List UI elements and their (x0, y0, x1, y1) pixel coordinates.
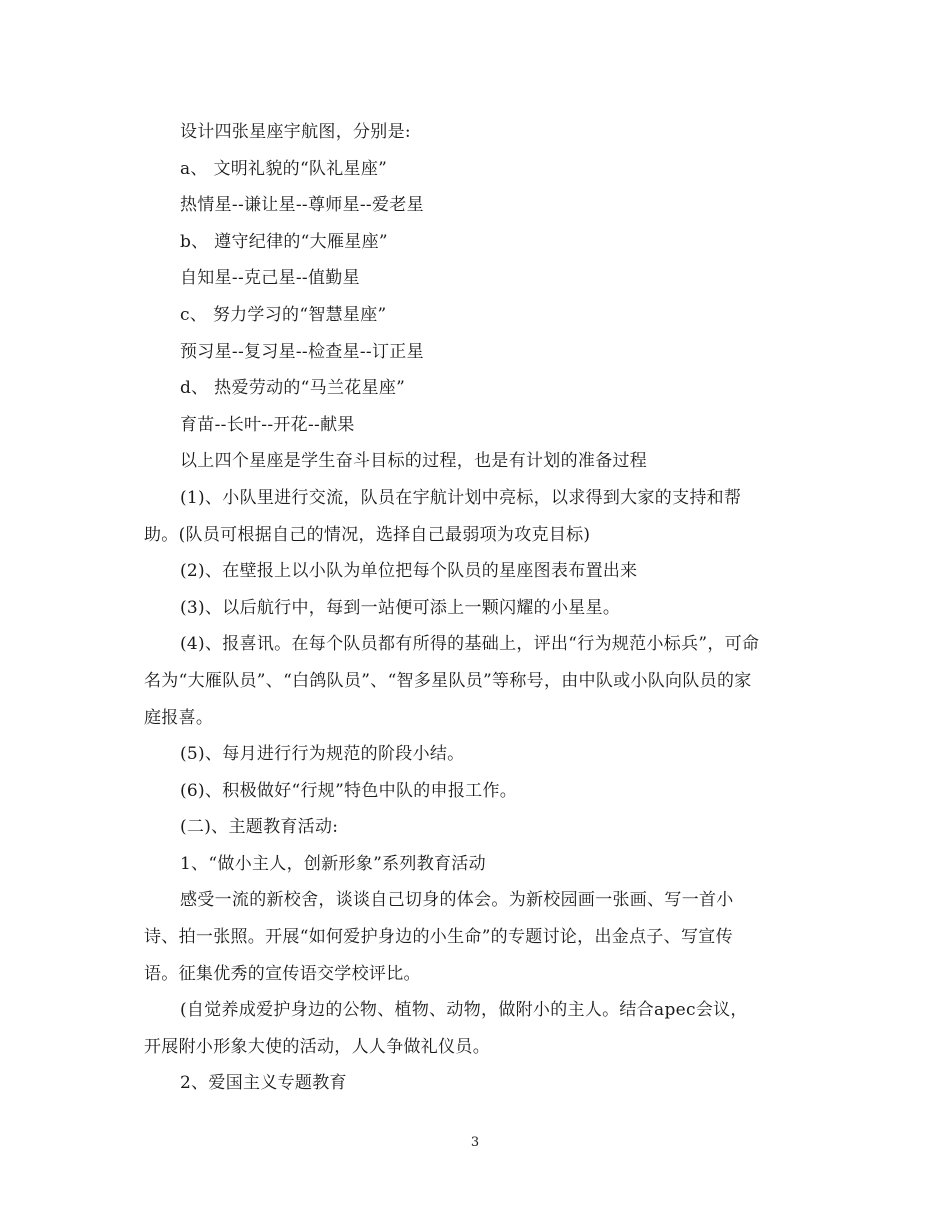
text-line: 预习星--复习星--检查星--订正星 (180, 341, 424, 362)
text-line: (6)、积极做好“行规”特色中队的申报工作。 (180, 780, 518, 801)
text-line: 1、“做小主人，创新形象”系列教育活动 (180, 853, 486, 874)
text-line: 开展附小形象大使的活动，人人争做礼仪员。 (144, 1036, 490, 1057)
text-line: a、 文明礼貌的“队礼星座” (180, 158, 388, 179)
text-line: 设计四张星座宇航图，分别是: (180, 122, 411, 142)
text-line: (5)、每月进行行为规范的阶段小结。 (180, 744, 465, 765)
text-line: 庭报喜。 (144, 707, 214, 728)
text-line: c、 努力学习的“智慧星座” (180, 304, 387, 325)
text-line: 热情星--谦让星--尊师星--爱老星 (180, 195, 424, 216)
text-line: (二)、主题教育活动: (180, 817, 339, 838)
text-line: 名为“大雁队员”、“白鸽队员”、“智多星队员”等称号，由中队或小队向队员的家 (144, 670, 752, 691)
text-line: d、 热爱劳动的“马兰花星座” (180, 378, 406, 399)
text-line: 语。征集优秀的宣传语交学校评比。 (144, 963, 421, 984)
text-line: b、 遵守纪律的“大雁星座” (180, 231, 388, 252)
text-line: 2、爱国主义专题教育 (180, 1073, 347, 1094)
text-line: 感受一流的新校舍，谈谈自己切身的体会。为新校园画一张画、写一首小 (180, 890, 734, 911)
text-line: (自觉养成爱护身边的公物、植物、动物，做附小的主人。结合apec会议， (180, 1000, 748, 1021)
text-line: (3)、以后航行中，每到一站便可添上一颗闪耀的小星星。 (180, 597, 621, 618)
text-line: 以上四个星座是学生奋斗目标的过程，也是有计划的准备过程 (180, 451, 648, 472)
text-line: (1)、小队里进行交流，队员在宇航计划中亮标，以求得到大家的支持和帮 (180, 487, 742, 508)
text-line: (2)、在壁报上以小队为单位把每个队员的星座图表布置出来 (180, 561, 638, 582)
page-number: 3 (470, 1135, 480, 1150)
text-line: 助。(队员可根据自己的情况，选择自己最弱项为攻克目标) (144, 524, 591, 545)
page-body (144, 114, 806, 1102)
text-line: (4)、报喜讯。在每个队员都有所得的基础上，评出“行为规范小标兵”，可命 (180, 634, 760, 655)
text-line: 育苗--长叶--开花--献果 (180, 414, 355, 435)
text-line: 诗、拍一张照。开展“如何爱护身边的小生命”的专题讨论，出金点子、写宣传 (144, 927, 733, 948)
text-line: 自知星--克己星--值勤星 (180, 268, 360, 289)
